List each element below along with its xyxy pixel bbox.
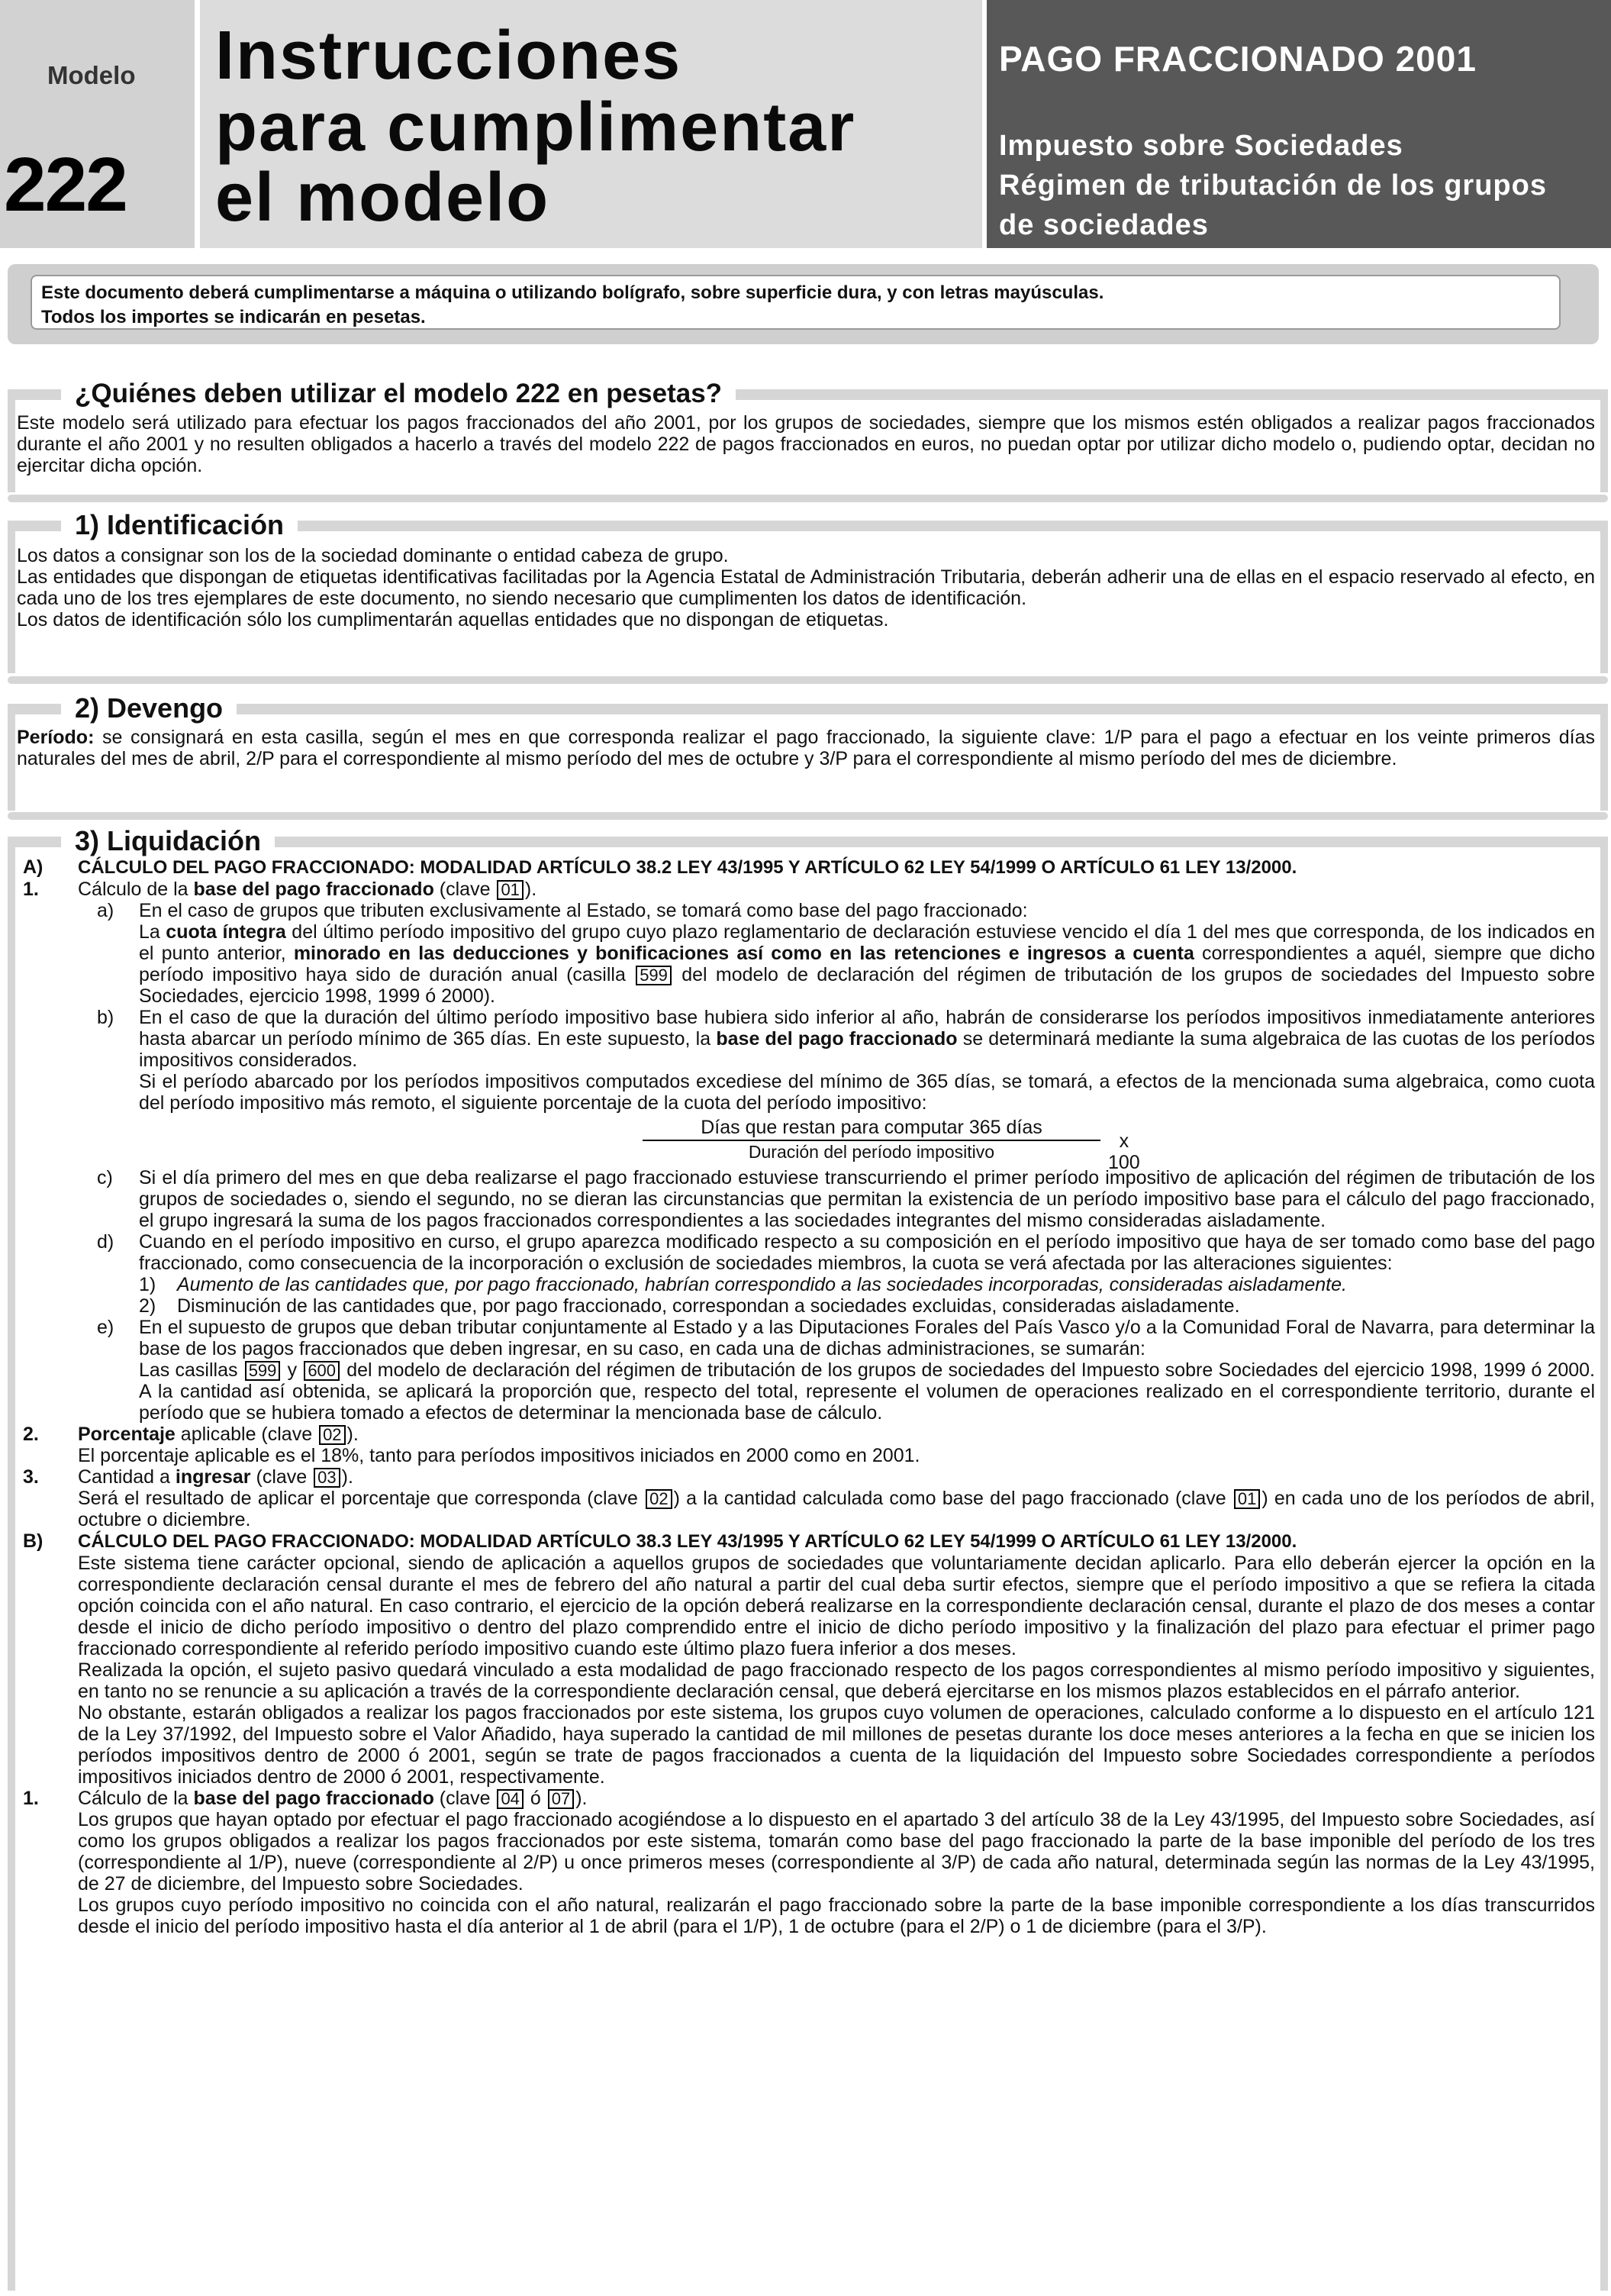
part-a-e-text: En el supuesto de grupos que deban tributar conjuntamente al Estado y a las Diputaciones Forales del País Vasco y/o a la Comunidad Foral de Navarra, para determinar la base de los pagos fraccionados que deben ingresar, en su caso, en cada una de dichas administraciones, se sumarán:	[139, 1317, 1595, 1359]
part-a-b-p2: Si el período abarcado por los períodos impositivos computados excediese del mínimo de 365 días, se tomará, a efectos de la mencionada suma algebraica, como cuota del período impositivo más remoto, el siguiente porcentaje de la cuota del período impositivo:	[139, 1071, 1595, 1114]
part-a-title: CÁLCULO DEL PAGO FRACCIONADO: MODALIDAD ARTÍCULO 38.2 LEY 43/1995 Y ARTÍCULO 62 LEY 54/1999 O ARTÍCULO 61 LEY 13/2000.	[78, 857, 1297, 878]
form-subtitle-2: Régimen de tributación de los grupos	[999, 169, 1547, 202]
section-liquidacion-body	[17, 856, 1595, 1937]
part-a-c-letter: c)	[97, 1167, 113, 1188]
text-fragment: del último período impositivo del grupo cuyo plazo reglamentario de declaración estuviese vencido el día 1 del mes que corresponda, de los indicados en el punto anterior,	[139, 921, 1595, 964]
part-a-2-text: El porcentaje aplicable es el 18%, tanto para períodos impositivos iniciados en 2000 como en 2001.	[78, 1445, 920, 1466]
identificacion-p1: Los datos a consignar son los de la sociedad dominante o entidad cabeza de grupo.	[17, 545, 729, 566]
notice-band	[8, 264, 1599, 344]
part-a-2-heading	[78, 1424, 1595, 1445]
title-box	[200, 0, 982, 248]
section-devengo-body	[17, 727, 1595, 769]
part-a-1-mid: (clave	[433, 879, 496, 900]
text-fragment: aplicable (clave	[175, 1424, 318, 1445]
part-a-a-letter: a)	[97, 900, 114, 921]
key-box: 02	[646, 1489, 672, 1509]
part-a-1-bold: base del pago fraccionado	[193, 879, 434, 900]
part-a-d-2-text: Disminución de las cantidades que, por pago fraccionado, correspondan a sociedades excluidas, consideradas aisladamente.	[177, 1295, 1240, 1317]
part-a-b-letter: b)	[97, 1007, 114, 1028]
section-divider	[8, 495, 1608, 502]
section-identificacion-heading	[8, 510, 1606, 540]
formula-denominator: Duración del período impositivo	[748, 1142, 995, 1162]
part-a-3-num: 3.	[23, 1466, 39, 1488]
part-a-d-2	[17, 1295, 1595, 1317]
section-divider	[8, 812, 1608, 820]
bold-fragment: ingresar	[175, 1466, 251, 1488]
devengo-desc: se consignará en esta casilla, según el mes en que corresponda realizar el pago fraccionado, la siguiente clave: 1/P para el pago a efectuar en los veinte primeros días naturales del mes de abril, 2/P para el correspondiente al mismo período del mes de octubre y 3/P para el correspondiente al mismo período del mes de diciembre.	[17, 727, 1595, 769]
part-a-e-p2	[139, 1359, 1595, 1424]
document-header	[0, 0, 1611, 252]
text-fragment: del modelo de declaración del régimen de tributación de los grupos de sociedades del Impuesto sobre Sociedades del ejercicio 1998, 1999 ó 2000. A la cantidad así obtenida, se aplicará la proporción que, respecto del total, represente el volumen de operaciones realizado en el correspondiente territorio, durante el período que se hubiera tomado a efectos de determinar la mencionada base de cálculo.	[139, 1359, 1596, 1424]
text-fragment: Las casillas	[139, 1359, 243, 1381]
text-fragment: Cantidad a	[78, 1466, 176, 1488]
text-fragment: correspondientes a aquél, siempre que dicho período impositivo haya sido de duración anual (casilla	[139, 943, 1595, 985]
identificacion-p3: Los datos de identificación sólo los cumplimentarán aquellas entidades que no dispongan de etiquetas.	[17, 609, 889, 630]
text-fragment: del modelo de declaración del régimen de tributación de los grupos de sociedades del Impuesto sobre Sociedades, ejercicio 1998, 1999 ó 2000).	[139, 964, 1595, 1007]
text-fragment: (clave	[250, 1466, 313, 1488]
text-fragment: ).	[346, 1424, 359, 1445]
part-a-e	[17, 1317, 1595, 1424]
notice-line-1: Este documento deberá cumplimentarse a máquina o utilizando bolígrafo, sobre superficie dura, y con letras mayúsculas.	[41, 282, 1104, 303]
text-fragment: La	[139, 921, 166, 943]
key-box: 599	[636, 966, 672, 985]
part-a-1-pre: Cálculo de la	[78, 879, 194, 900]
part-b-p1: Este sistema tiene carácter opcional, siendo de aplicación a aquellos grupos de sociedades que voluntariamente decidan aplicarlo. Para ello deberán ejercer la opción en la correspondiente declaración censal durante el mes de febrero del año natural a partir del cual deba surtir efectos, siempre que el período impositivo a que se refiera la citada opción coincida con el año natural. En caso contrario, el ejercicio de la opción deberá realizarse en la correspondiente declaración censal, durante el plazo de dos meses a contar desde el inicio de dicho período impositivo o dentro del plazo comprendido entre el inicio de dicho período impositivo y la finalización del plazo para efectuar el primer pago fraccionado correspondiente al referido período impositivo cuando este último plazo fuera inferior a dos meses.	[78, 1553, 1595, 1659]
section-frame-left	[8, 521, 15, 673]
section-frame-right	[1600, 837, 1608, 2291]
bold-fragment: cuota íntegra	[166, 921, 286, 943]
part-a-d-letter: d)	[97, 1231, 114, 1253]
part-a-e-letter: e)	[97, 1317, 114, 1338]
text-fragment: ).	[341, 1466, 353, 1488]
part-a-a	[17, 900, 1595, 1007]
section-quienes-heading	[8, 379, 1606, 409]
part-a-2-num: 2.	[23, 1424, 39, 1445]
quienes-text: Este modelo será utilizado para efectuar los pagos fraccionados del año 2001, por los grupos de sociedades, siempre que los mismos estén obligados a realizar pagos fraccionados durante el año 2001 y no resulten obligados a hacerlo a través del modelo 222 de pagos fraccionados en euros, no puedan optar por utilizar dicho modelo o, pudiendo optar, decidan no ejercitar dicha opción.	[17, 412, 1595, 476]
part-b-letter: B)	[23, 1530, 43, 1552]
section-band	[8, 704, 1606, 714]
text-fragment: Será el resultado de aplicar el porcentaje que corresponda (clave	[78, 1488, 645, 1509]
formula-numerator: Días que restan para computar 365 días	[643, 1117, 1100, 1141]
section-frame-right	[1600, 389, 1608, 492]
part-b-title: CÁLCULO DEL PAGO FRACCIONADO: MODALIDAD ARTÍCULO 38.3 LEY 43/1995 Y ARTÍCULO 62 LEY 54/1999 O ARTÍCULO 61 LEY 13/2000.	[78, 1531, 1297, 1552]
section-frame-right	[1600, 521, 1608, 673]
section-liquidacion-heading	[8, 826, 1606, 856]
model-label: Modelo	[47, 61, 136, 89]
section-identificacion-body	[17, 545, 1595, 630]
part-b-1-p1: Los grupos que hayan optado por efectuar el pago fraccionado acogiéndose a lo dispuesto en el apartado 3 del artículo 38 de la Ley 43/1995, del Impuesto sobre Sociedades, así como los grupos obligados a realizar los pagos fraccionados por este sistema, tomarán como base del pago fraccionado la parte de la base imponible del período de los tres (correspondiente al 1/P), nueve (correspondiente al 2/P) u once primeros meses (correspondiente al 3/P) de cada año natural, determinada según las normas de la Ley 43/1995, de 27 de diciembre, del Impuesto sobre Sociedades.	[78, 1809, 1595, 1895]
part-a-d	[17, 1231, 1595, 1274]
part-a-heading	[17, 856, 1595, 879]
title-line-1: Instrucciones	[215, 18, 682, 94]
part-a-d-2-num: 2)	[139, 1295, 156, 1317]
notice-line-2: Todos los importes se indicarán en pesetas.	[41, 307, 426, 327]
bold-fragment: Porcentaje	[78, 1424, 176, 1445]
form-subtitle-3: de sociedades	[999, 209, 1209, 241]
part-a-d-1-text: Aumento de las cantidades que, por pago fraccionado, habrían correspondido a las sociedades incorporadas, consideradas aisladamente.	[177, 1274, 1347, 1295]
key-box: 599	[245, 1361, 281, 1381]
key-box: 01	[497, 880, 523, 900]
title-line-3: el modelo	[215, 160, 550, 236]
part-a-2	[17, 1424, 1595, 1466]
key-box: 600	[304, 1361, 340, 1381]
notice-box	[31, 275, 1561, 330]
form-subtitle-1: Impuesto sobre Sociedades	[999, 130, 1403, 162]
section-devengo-title: 2) Devengo	[61, 693, 237, 724]
part-b-p3: No obstante, estarán obligados a realizar los pagos fraccionados por este sistema, los grupos cuyo volumen de operaciones, calculado conforme a lo dispuesto en el artículo 121 de la Ley 37/1992, del Impuesto sobre el Valor Añadido, haya superado la cantidad de mil millones de pesetas durante los doce meses anteriores a la fecha en que se inicien los períodos impositivos dentro de 2000 ó 2001, según se trate de pagos fraccionados a cuenta de la liquidación del Impuesto sobre Sociedades correspondiente a períodos impositivos iniciados dentro de 2000 ó 2001, respectivamente.	[78, 1702, 1595, 1788]
model-box	[0, 0, 199, 248]
part-b-p2: Realizada la opción, el sujeto pasivo quedará vinculado a esta modalidad de pago fraccionado respecto de los pagos correspondientes al mismo período impositivo y siguientes, en tanto no se renuncie a su aplicación a través de la correspondiente declaración censal, que deberá ejercitarse en los mismos plazos establecidos en el párrafo anterior.	[78, 1659, 1595, 1702]
part-b-1-heading	[78, 1788, 1595, 1809]
text-fragment: (clave	[433, 1788, 496, 1809]
key-box: 03	[314, 1468, 340, 1488]
part-b-1	[17, 1788, 1595, 1937]
devengo-label: Período:	[17, 727, 95, 748]
identificacion-p2: Las entidades que dispongan de etiquetas identificativas facilitadas por la Agencia Estatal de Administración Tributaria, deberán adherir una de ellas en el espacio reservado al efecto, en cada uno de los tres ejemplares de este documento, no siendo necesario que cumplimenten los datos de identificación.	[17, 566, 1595, 609]
key-box: 07	[548, 1789, 574, 1809]
section-frame-left	[8, 389, 15, 492]
part-b-body	[17, 1553, 1595, 1788]
part-a-1-num: 1.	[23, 879, 39, 900]
form-info-box	[987, 0, 1611, 248]
part-b-1-p2: Los grupos cuyo período impositivo no coincida con el año natural, realizarán el pago fraccionado sobre la parte de la base imponible correspondiente a los días transcurridos desde el inicio del período impositivo hasta el día anterior al 1 de abril (para el 1/P), 1 de octubre (para el 2/P) o 1 de diciembre (para el 3/P).	[78, 1895, 1595, 1937]
part-a-1-post: ).	[524, 879, 537, 900]
part-a-c	[17, 1167, 1595, 1231]
part-a-c-text: Si el día primero del mes en que deba realizarse el pago fraccionado estuviese transcurriendo el primer período impositivo de aplicación del régimen de tributación de los grupos de sociedades o, siendo el segundo, no se dieran las circunstancias que permitan la existencia de un período impositivo base para el cálculo del pago fraccionado, el grupo ingresará la suma de los pagos fraccionados correspondientes a las sociedades integrantes del mismo consideradas aisladamente.	[139, 1167, 1595, 1231]
part-a-3-text	[78, 1488, 1595, 1530]
section-frame-left	[8, 837, 15, 2291]
text-fragment: ) en cada uno de los períodos de abril, octubre o diciembre.	[78, 1488, 1595, 1530]
section-quienes-title: ¿Quiénes deben utilizar el modelo 222 en pesetas?	[61, 379, 736, 409]
text-fragment: ó	[524, 1788, 546, 1809]
section-frame-left	[8, 704, 15, 811]
model-number: 222	[4, 142, 127, 227]
text-fragment: se determinará mediante la suma algebraica de las cuotas de los períodos impositivos considerados.	[139, 1028, 1596, 1071]
devengo-text	[17, 727, 1595, 769]
part-a-a-text	[139, 921, 1595, 1007]
section-frame-right	[1600, 704, 1608, 811]
form-title: PAGO FRACCIONADO 2001	[999, 39, 1477, 79]
text-fragment: ) a la cantidad calculada como base del pago fraccionado (clave	[673, 1488, 1232, 1509]
key-box: 02	[319, 1425, 345, 1445]
text-fragment: ).	[575, 1788, 588, 1809]
part-a-3-heading	[78, 1466, 1595, 1488]
bold-fragment: base del pago fraccionado	[193, 1788, 434, 1809]
part-a-a-intro: En el caso de grupos que tributen exclusivamente al Estado, se tomará como base del pago fraccionado:	[139, 900, 1028, 921]
formula	[643, 1117, 1140, 1173]
section-identificacion-title: 1) Identificación	[61, 510, 298, 540]
section-divider	[8, 676, 1608, 684]
text-fragment: Cálculo de la	[78, 1788, 194, 1809]
part-a-1	[17, 879, 1595, 900]
section-quienes-body	[17, 412, 1595, 476]
part-a-d-1-num: 1)	[139, 1274, 156, 1295]
title-line-2: para cumplimentar	[215, 89, 856, 166]
part-a-b-text	[139, 1007, 1595, 1071]
part-a-3	[17, 1466, 1595, 1530]
part-b-heading	[17, 1530, 1595, 1553]
bold-fragment: minorado en las deducciones y bonificaciones así como en las retenciones e ingresos a cuenta	[293, 943, 1194, 964]
text-fragment: y	[282, 1359, 303, 1381]
part-b-1-num: 1.	[23, 1788, 39, 1809]
key-box: 04	[497, 1789, 523, 1809]
key-box: 01	[1234, 1489, 1260, 1509]
text-fragment: En el caso de que la duración del último período impositivo base hubiera sido inferior al año, habrán de considerarse los períodos impositivos inmediatamente anteriores hasta abarcar un período mínimo de 365 días. En este supuesto, la	[139, 1007, 1595, 1050]
part-a-d-text: Cuando en el período impositivo en curso, el grupo aparezca modificado respecto a su composición en el período impositivo que haya de ser tomado como base del pago fraccionado, como consecuencia de la incorporación o exclusión de sociedades miembros, la cuota se verá afectada por las alteraciones siguientes:	[139, 1231, 1595, 1274]
section-liquidacion-title: 3) Liquidación	[61, 826, 275, 856]
part-a-letter: A)	[23, 856, 43, 878]
section-devengo-heading	[8, 693, 1606, 724]
part-a-d-1	[17, 1274, 1595, 1295]
part-a-b	[17, 1007, 1595, 1114]
bold-fragment: base del pago fraccionado	[716, 1028, 958, 1050]
formula-multiplier: x 100	[1108, 1130, 1140, 1173]
